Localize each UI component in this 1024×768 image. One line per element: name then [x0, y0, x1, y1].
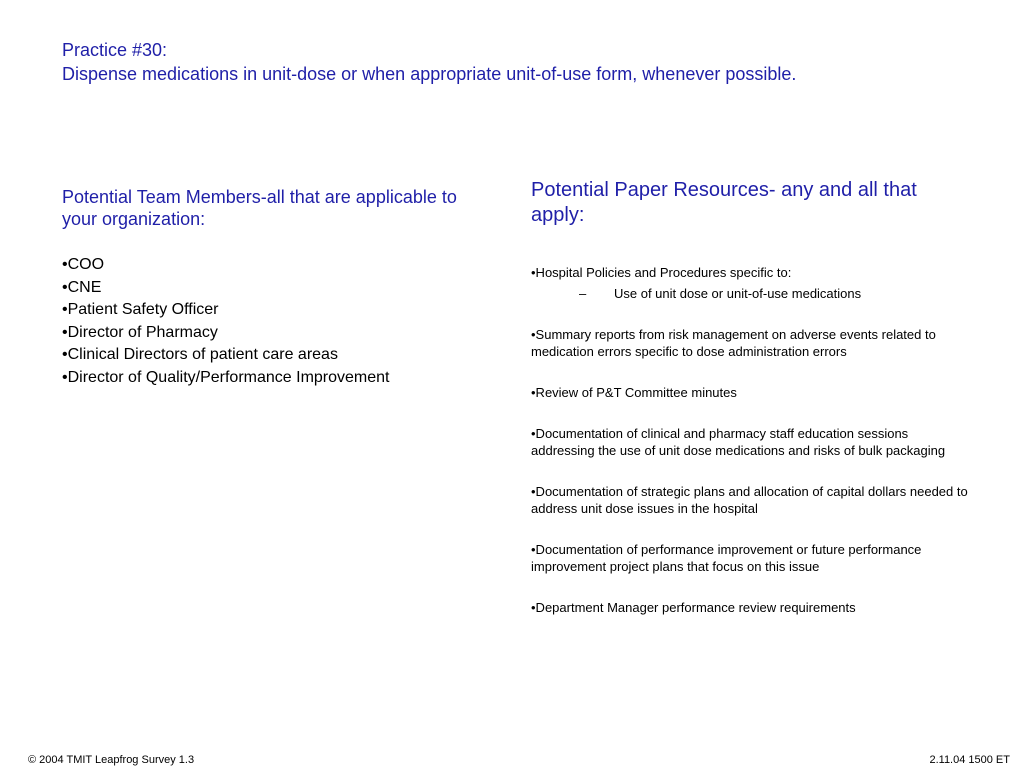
footer-date: 2.11.04 1500 ET: [929, 754, 1010, 766]
team-members-list: [62, 254, 492, 389]
list-item: •Review of P&T Committee minutes: [531, 385, 737, 400]
list-item: •Documentation of strategic plans and allocation of capital dollars needed to address unit dose issues in the hospital: [531, 484, 968, 516]
list-item: •Summary reports from risk management on adverse events related to medication errors specific to dose administration errors: [531, 327, 936, 359]
dash-bullet: –: [579, 286, 587, 301]
list-item: •Documentation of performance improvement or future performance improvement project plans that focus on this issue: [531, 542, 922, 574]
list-item: •CNE: [62, 278, 102, 296]
list-item: [531, 264, 971, 302]
paper-resources-heading: Potential Paper Resources- any and all that apply:: [531, 179, 917, 226]
list-item: •Director of Quality/Performance Improvement: [62, 368, 390, 386]
team-members-section: [62, 186, 492, 389]
paper-resources-section: [531, 178, 971, 640]
list-item: •Documentation of clinical and pharmacy staff education sessions addressing the use of unit dose medications and risks of bulk packaging: [531, 426, 946, 458]
sub-list-item-text: Use of unit dose or unit-of-use medications: [614, 286, 862, 301]
list-item: •Department Manager performance review requirements: [531, 600, 856, 615]
paper-resources-list: [531, 264, 971, 616]
list-item: •Director of Pharmacy: [62, 323, 218, 341]
list-item-text: •Hospital Policies and Procedures specific to:: [531, 265, 792, 280]
practice-description: Dispense medications in unit-dose or when appropriate unit-of-use form, whenever possible.: [62, 64, 797, 84]
list-item: •Clinical Directors of patient care areas: [62, 346, 338, 363]
team-members-heading: Potential Team Members-all that are applicable to your organization:: [62, 187, 457, 229]
list-item: •COO: [62, 256, 105, 273]
practice-number: Practice #30:: [62, 40, 168, 60]
list-item: •Patient Safety Officer: [62, 301, 219, 318]
footer-copyright: © 2004 TMIT Leapfrog Survey 1.3: [28, 754, 195, 766]
slide-title: [62, 38, 1002, 86]
sub-list-item: [579, 285, 971, 302]
